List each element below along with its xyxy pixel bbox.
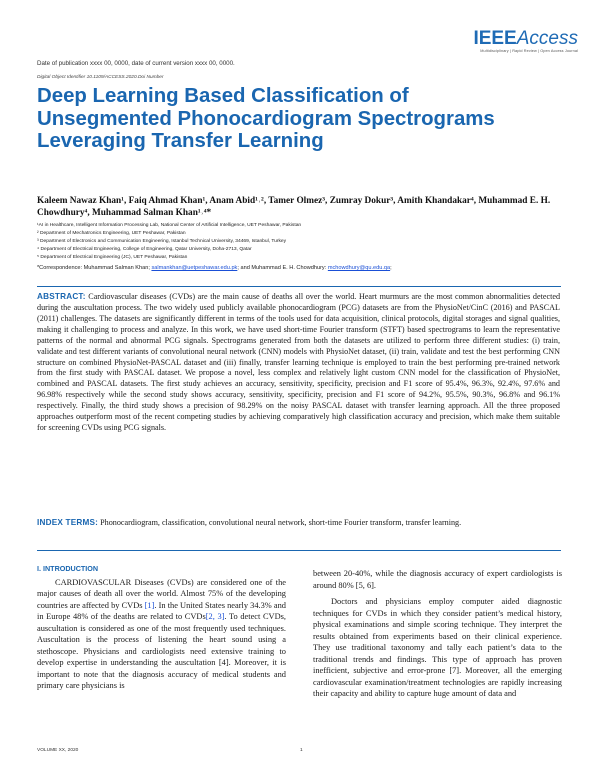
right-column (313, 568, 562, 700)
abstract-text: Cardiovascular diseases (CVDs) are the main cause of deaths all over the world. Heart murmurs are the most common abnormalities detected during the auscultation process. The two widely used publicly available phonocardiogram (PCG) datasets are from the PhysioNet/CinC (2016) and PASCAL (2011) challenges. The datasets are significantly different in terms of the tools used for data acquisition, clinical protocols, digital storages and signal qualities, making it challenging to process and analyze. In this work, we have used short-time Fourier transform (STFT) based spectrograms to learn the representative patterns of the normal and abnormal PCG signals. Spectrograms generated from both the datasets are utilized to perform three different studies: (i) train, validate and test different variants of convolutional neural network (CNN) models with PhysioNet dataset, (ii) train, validate and test the best performing CNN structure on combined PhysioNet-PASCAL dataset and (iii) finally, transfer learning technique is employed to train the best performing pre-trained network from the first study with PASCAL dataset. We propose a novel, less complex and relatively light custom CNN model for the classification of PhysioNet, combined and PASCAL datasets. The first study achieves an accuracy, sensitivity, specificity, precision and F1 score of 95.4%, 96.3%, 92.4%, 97.6% and 96.98% respectively while the second study shows accuracy, sensitivity, specificity, precision and F1 score of 94.2%, 95.5%, 90.3%, 96.8% and 96.1% respectively. Finally, the third study shows a precision of 98.29% on the noisy PASCAL dataset with transfer learning approach. All the three proposed approaches outperform most of the recent competing studies by achieving comparatively high classification accuracy and precision, which make them suitable for screening CVDs using PCG signals. (37, 292, 561, 433)
author-list: Kaleem Nawaz Khan¹, Faiq Ahmad Khan¹, Anam Abid¹˒², Tamer Olmez³, Zumray Dokur³, Amith Khandakar⁴, Muhammad E. H. Chowdhury⁴, Muhammad Salman Khan¹˒⁴* (37, 196, 551, 219)
correspondence-prefix: *Correspondence: Muhammad Salman Khan; (37, 265, 150, 271)
affiliation-3: ³ Department of Electronics and Communication Engineering, Istanbul Technical University, 34469, Istanbul, Turkey (37, 239, 287, 245)
affiliation-2: ² Department of Mechatronics Engineering, UET Peshawar, Pakistan (37, 231, 186, 237)
affiliation-5: ⁵ Department of Electrical Engineering (JC), UET Peshawar, Pakistan (37, 255, 188, 261)
abstract-top-rule (37, 286, 561, 287)
correspondence-end: ; (390, 265, 392, 271)
logo-italic: Access (516, 28, 578, 49)
logo-bold: IEEE (473, 28, 517, 49)
intro-paragraph-continued: between 20-40%, while the diagnosis accuracy of expert cardiologists is around 80% [5, 6]. (313, 569, 562, 590)
correspondence-middle: ; and Muhammad E. H. Chowdhury: (237, 265, 327, 271)
affiliation-4: ⁴ Department of Electrical Engineering, College of Engineering, Qatar University, Doha-2713, Qatar (37, 247, 252, 253)
affiliation-1: ¹AI in Healthcare, Intelligent Information Processing Lab, National Center of Artificial Intelligence, UET Peshawar, Pakistan (37, 223, 302, 228)
index-terms-text: Phonocardiogram, classification, convolutional neural network, short-time Fourier transform, transfer learning. (100, 518, 462, 527)
abstract-heading: ABSTRACT: (37, 292, 86, 301)
doi-line: Digital Object Identifier 10.1109/ACCESS.2020.Doi Number (37, 75, 164, 80)
reference-link-2[interactable]: [2, 3] (205, 612, 225, 622)
paper-title: Deep Learning Based Classification of Unsegmented Phonocardiogram Spectrograms Leveraging Transfer Learning (37, 85, 495, 152)
left-column (37, 563, 286, 692)
correspondence-line (37, 265, 567, 271)
abstract (37, 292, 560, 434)
email-link-2[interactable]: mchowdhury@qu.edu.qa (327, 265, 391, 271)
intro-paragraph-1: CARDIOVASCULAR Diseases (CVDs) are considered one of the major causes of death all over the world. Almost 75% of the developing countries are affected by CVDs [1]. In the United States nearly 34.3% and in Europe 48% of the deaths are related to CVDs[2, 3]. To detect CVDs, auscultation is considered as one of the most frequently used techniques. Auscultation is the process of listening the heart sound using a stethoscope. Physicians and cardiologists need extensive training to develop expertise in understanding the auscultation [4]. Moreover, it is important to note that the diagnosis accuracy of medical students and primary care physicians is (37, 577, 286, 691)
affiliation-list (37, 222, 567, 262)
page-number: 1 (300, 748, 303, 753)
reference-link-1[interactable]: [1] (144, 600, 155, 610)
logo-tagline: Multidisciplinary | Rapid Review | Open Access Journal (480, 49, 578, 53)
intro-paragraph-2: Doctors and physicians employ computer aided diagnostic techniques for CVDs in which they consider patient’s medical history, physical examinations and simple scoring technique. They interpret the results obtained from experiments based on their clinical experience. They use traditional taxonomy and tally each patient’s data to the traditional trends and findings. This type of approach has proven inefficient, subjective and error-prone [7]. Moreover, all the emerging cardiovascular examination/treatment technologies are rapidly increasing their capacity and ability to capture huge amount of data and (313, 597, 562, 699)
intro-top-rule (37, 550, 561, 551)
index-terms (37, 517, 560, 528)
publication-date-line: Date of publication xxxx 00, 0000, date of current version xxxx 00, 0000. (37, 60, 235, 67)
index-terms-heading: INDEX TERMS: (37, 518, 99, 527)
logo-wordmark (473, 29, 578, 48)
volume-footer: VOLUME XX, 2020 (37, 748, 79, 753)
section-heading: I. INTRODUCTION (37, 564, 99, 573)
journal-logo (473, 29, 578, 53)
email-link-1[interactable]: salmankhan@uetpeshawar.edu.pk (151, 265, 238, 271)
